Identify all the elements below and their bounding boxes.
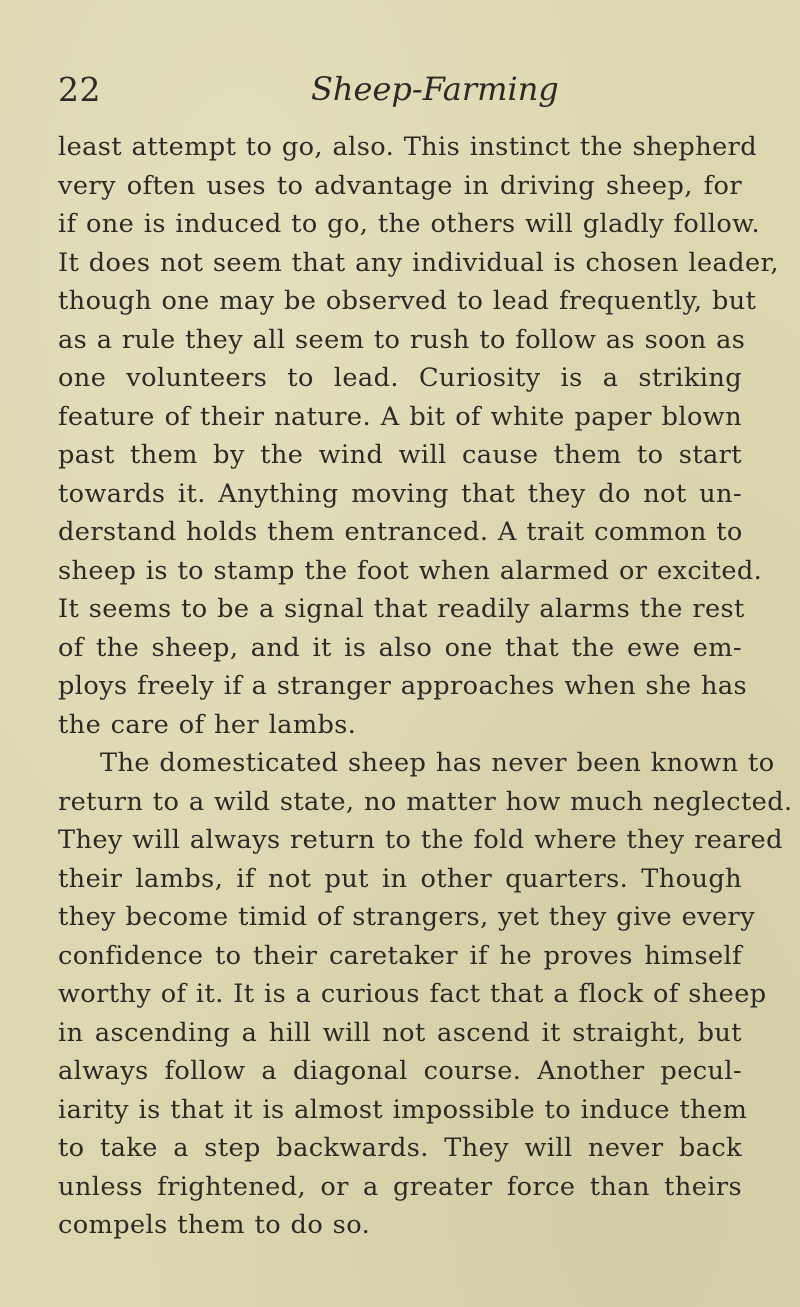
page-header xyxy=(0,70,800,114)
running-title: Sheep-Farming xyxy=(311,70,559,108)
paragraph-2 xyxy=(58,744,793,1245)
text-line: It does not seem that any individual is chosen leader, xyxy=(58,247,779,278)
text-line: ploys freely if a stranger approaches when she has xyxy=(58,671,748,701)
text-line: towards it. Anything moving that they do not un- xyxy=(58,478,742,509)
text-line: sheep is to stamp the foot when alarmed or excited. xyxy=(58,555,763,586)
text-line: least attempt to go, also. This instinct the shepherd xyxy=(58,132,758,162)
text-line: iarity is that it is almost impossible to induce them xyxy=(58,1094,748,1125)
text-line: in ascending a hill will not ascend it straight, but xyxy=(58,1017,742,1048)
text-line: very often uses to advantage in driving sheep, for xyxy=(58,170,742,201)
text-line: return to a wild state, no matter how much neglected. xyxy=(58,786,793,817)
text-line: past them by the wind will cause them to start xyxy=(58,440,742,470)
text-line: worthy of it. It is a curious fact that a flock of sheep xyxy=(58,979,767,1009)
text-line: the care of her lambs. xyxy=(58,709,357,740)
paragraph-1 xyxy=(58,128,779,744)
text-line: confidence to their caretaker if he proves himself xyxy=(58,940,742,971)
text-line: It seems to be a signal that readily alarms the rest xyxy=(58,594,745,624)
text-line: They will always return to the fold where they reared xyxy=(58,825,783,855)
text-line: one volunteers to lead. Curiosity is a striking xyxy=(58,363,742,393)
text-line: always follow a diagonal course. Another pecul- xyxy=(58,1056,742,1086)
text-line: as a rule they all seem to rush to follow as soon as xyxy=(58,324,746,355)
page-number: 22 xyxy=(58,70,101,109)
text-line: their lambs, if not put in other quarters. Though xyxy=(58,863,742,894)
text-line: though one may be observed to lead frequently, but xyxy=(58,286,757,316)
text-line: of the sheep, and it is also one that the ewe em- xyxy=(58,632,742,663)
text-line: unless frightened, or a greater force than theirs xyxy=(58,1171,742,1202)
text-line: if one is induced to go, the others will gladly follow. xyxy=(58,209,760,239)
text-line: compels them to do so. xyxy=(58,1210,371,1240)
text-line: they become timid of strangers, yet they give every xyxy=(58,902,756,932)
body-text xyxy=(58,128,793,1245)
text-line: The domesticated sheep has never been known to xyxy=(100,748,775,778)
text-line: feature of their nature. A bit of white paper blown xyxy=(58,401,742,432)
text-line: derstand holds them entranced. A trait common to xyxy=(58,517,743,547)
text-line: to take a step backwards. They will never back xyxy=(58,1133,742,1163)
